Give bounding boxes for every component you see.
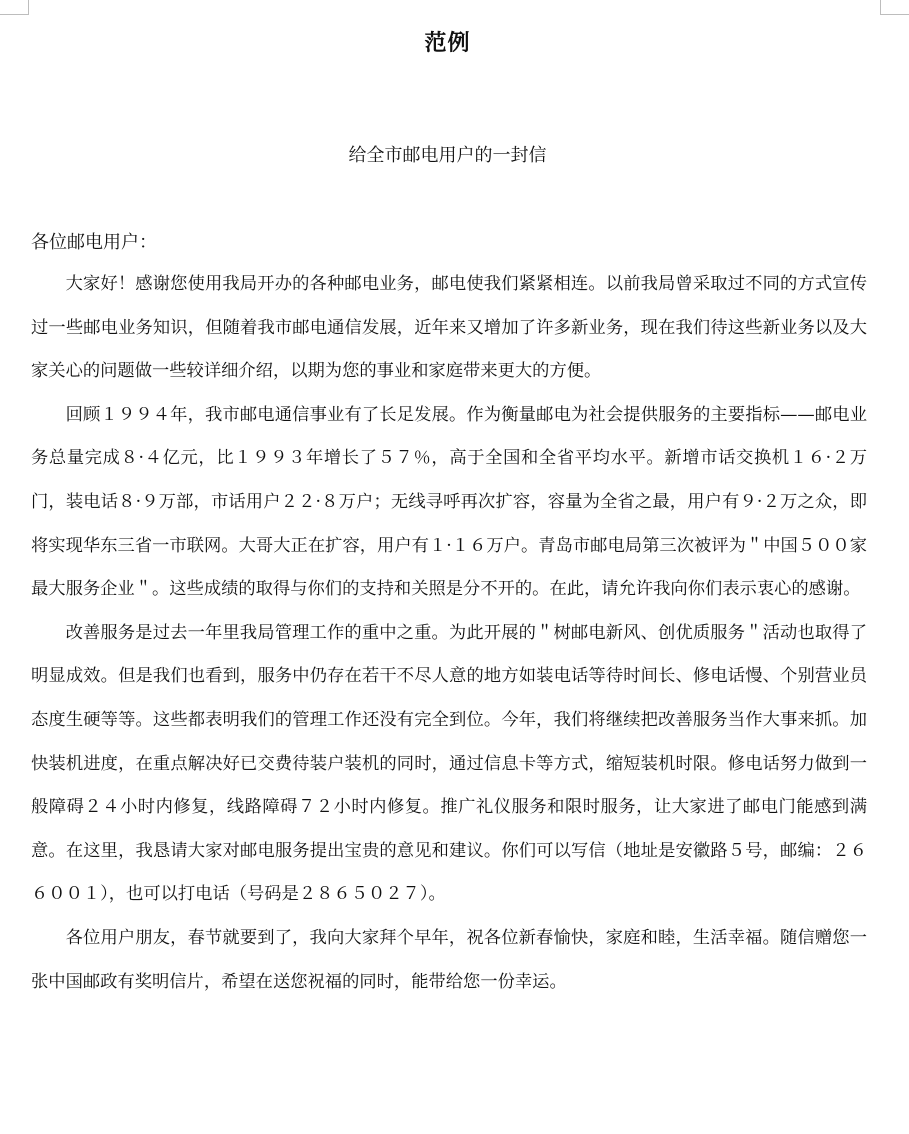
paragraph-review: 回顾１９９４年，我市邮电通信事业有了长足发展。作为衡量邮电为社会提供服务的主要指标——邮电业务总量完成８·４亿元，比１９９３年增长了５７％，高于全国和全省平均水平。新增市话交换机１６·２万门，装电话８·９万部，市话用户２２·８万户；无线寻呼再次扩容，容量为全省之最，用户有９·２万之众，即将实现华东三省一市联网。大哥大正在扩容，用户有１·１６万户。青岛市邮电局第三次被评为＂中国５００家最大服务企业＂。这些成绩的取得与你们的支持和关照是分不开的。在此，请允许我向你们表示衷心的感谢。 xyxy=(31,404,867,600)
paragraph-service: 改善服务是过去一年里我局管理工作的重中之重。为此开展的＂树邮电新风、创优质服务＂活动也取得了明显成效。但是我们也看到，服务中仍存在若干不尽人意的地方如装电话等待时间长、修电话慢、个别营业员态度生硬等等。这些都表明我们的管理工作还没有完全到位。今年，我们将继续把改善服务当作大事来抓。加快装机进度，在重点解决好已交费待装户装机的同时，通过信息卡等方式，缩短装机时限。修电话努力做到一般障碍２４小时内修复，线路障碍７２小时内修复。推广礼仪服务和限时服务，让大家进了邮电门能感到满意。在这里，我恳请大家对邮电服务提出宝贵的意见和建议。你们可以写信（地址是安徽路５号，邮编：２６６００１），也可以打电话（号码是２８６５０２７）。 xyxy=(31,622,867,905)
paragraph-greeting: 大家好！感谢您使用我局开办的各种邮电业务，邮电使我们紧紧相连。以前我局曾采取过不同的方式宣传过一些邮电业务知识，但随着我市邮电通信发展，近年来又增加了许多新业务，现在我们待这些新业务以及大家关心的问题做一些较详细介绍，以期为您的事业和家庭带来更大的方便。 xyxy=(31,274,867,382)
page-corner-mark-left xyxy=(0,0,29,15)
page-title: 范例 xyxy=(424,30,471,56)
page-corner-mark-right xyxy=(880,0,909,15)
paragraph-closing: 各位用户朋友，春节就要到了，我向大家拜个早年，祝各位新春愉快，家庭和睦，生活幸福。随信赠您一张中国邮政有奖明信片，希望在送您祝福的同时，能带给您一份幸运。 xyxy=(31,927,867,992)
letter-salutation: 各位邮电用户： xyxy=(31,232,157,253)
letter-title: 给全市邮电用户的一封信 xyxy=(348,145,547,166)
letter-body xyxy=(31,263,867,1004)
